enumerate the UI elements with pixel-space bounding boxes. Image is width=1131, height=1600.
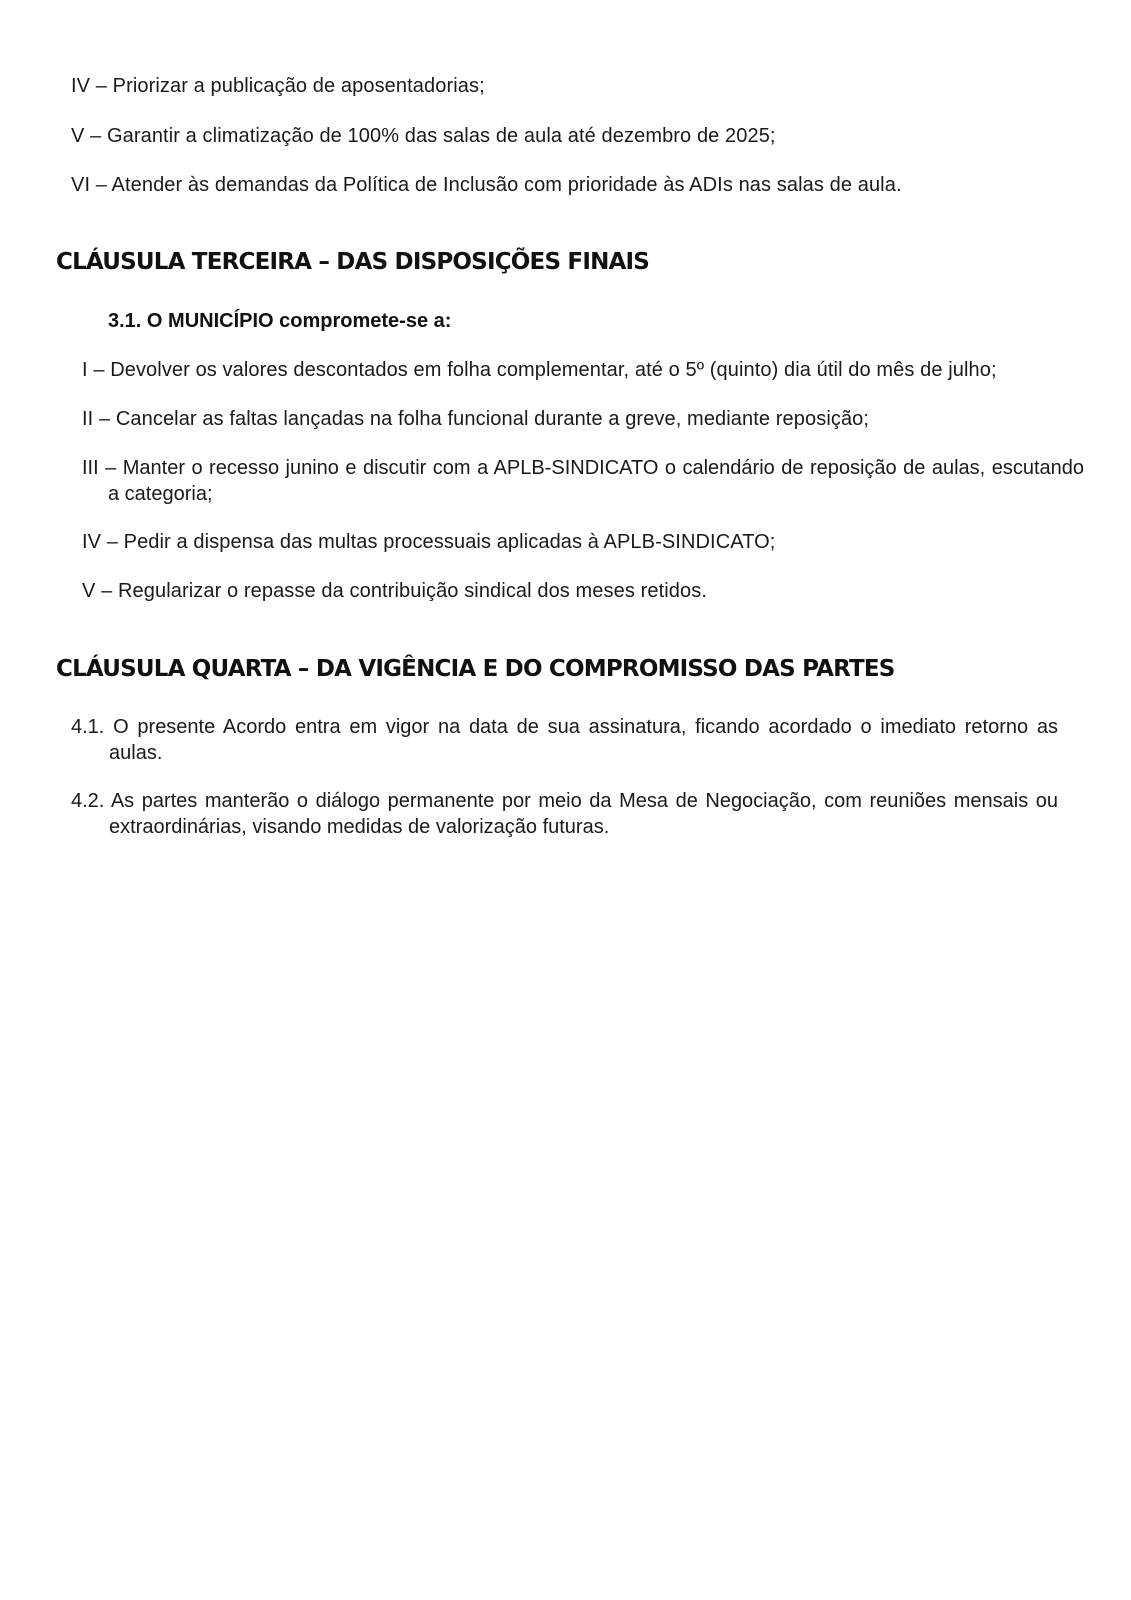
clause4-heading: CLÁUSULA QUARTA – DA VIGÊNCIA E DO COMPROMISSO DAS PARTES bbox=[56, 656, 895, 682]
clause4-item-4-1: 4.1. O presente Acordo entra em vigor na data de sua assinatura, ficando acordado o imediato retorno as aulas. bbox=[71, 716, 1058, 764]
clause4-item-4-2: 4.2. As partes manterão o diálogo permanente por meio da Mesa de Negociação, com reuniões mensais ou extraordinárias, visando medidas de valorização futuras. bbox=[71, 790, 1058, 838]
clause3-item-iv: IV – Pedir a dispensa das multas processuais aplicadas à APLB-SINDICATO; bbox=[82, 531, 776, 553]
clause3-item-iii: III – Manter o recesso junino e discutir com a APLB-SINDICATO o calendário de reposição de aulas, escutando a categoria; bbox=[82, 457, 1084, 505]
clause2-item-iv: IV – Priorizar a publicação de aposentadorias; bbox=[71, 75, 485, 97]
clause2-item-v: V – Garantir a climatização de 100% das salas de aula até dezembro de 2025; bbox=[71, 125, 776, 147]
clause3-item-i: I – Devolver os valores descontados em folha complementar, até o 5º (quinto) dia útil do mês de julho; bbox=[82, 359, 997, 381]
clause3-heading: CLÁUSULA TERCEIRA – DAS DISPOSIÇÕES FINAIS bbox=[56, 249, 650, 275]
clause3-item-ii: II – Cancelar as faltas lançadas na folha funcional durante a greve, mediante reposição; bbox=[82, 408, 870, 430]
clause3-subheading: 3.1. O MUNICÍPIO compromete-se a: bbox=[108, 310, 452, 332]
clause2-item-vi: VI – Atender às demandas da Política de Inclusão com prioridade às ADIs nas salas de aula. bbox=[71, 174, 902, 196]
clause3-item-v: V – Regularizar o repasse da contribuição sindical dos meses retidos. bbox=[82, 580, 707, 602]
